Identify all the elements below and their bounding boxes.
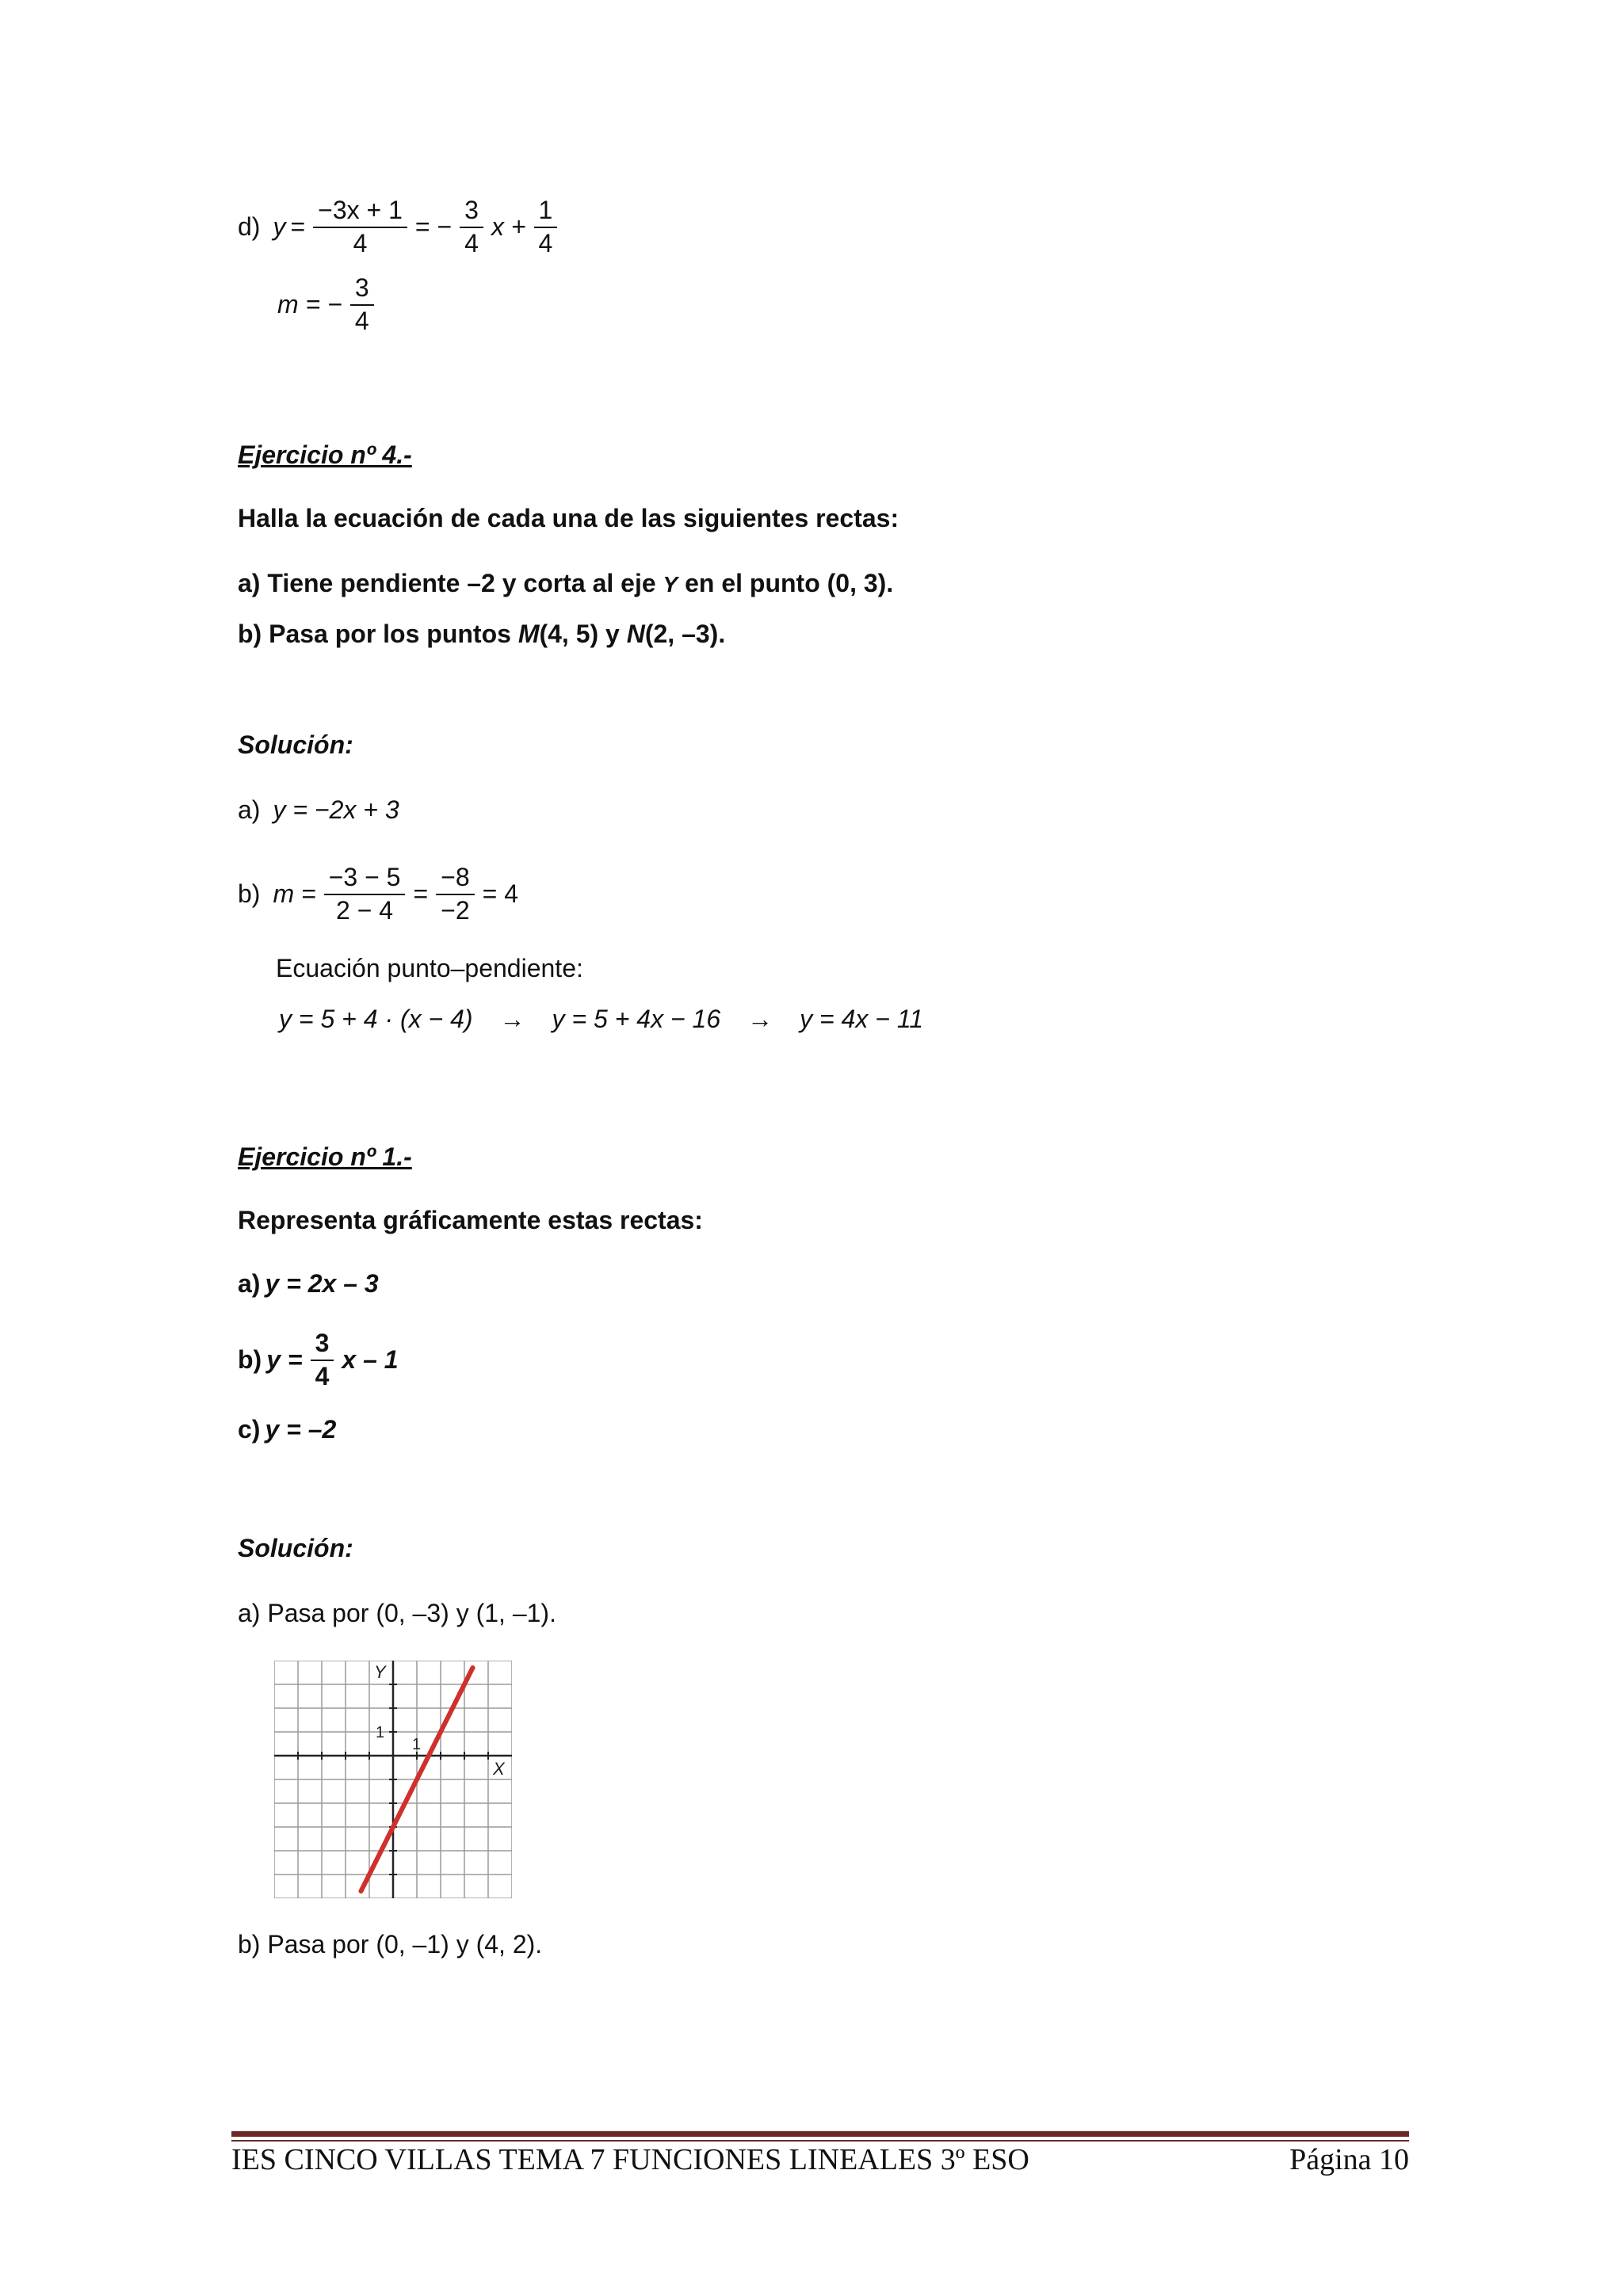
solution-1-heading: Solución: (238, 1534, 353, 1562)
fraction-numerator: −3x + 1 (313, 196, 407, 228)
point-slope-chain (279, 1005, 923, 1034)
exercise-1-b-label: b) (238, 1345, 262, 1375)
part-d-eq: = (290, 212, 306, 242)
exercise-1-b-y: y = (266, 1345, 303, 1375)
solution-1-b: b) Pasa por (0, –1) y (4, 2). (238, 1930, 543, 1958)
footer-rule-thick (231, 2131, 1409, 2137)
exercise-1-b (238, 1329, 399, 1391)
part-d-fraction-2 (460, 196, 483, 258)
solution-4-b-fraction-1 (324, 864, 406, 925)
item-a-prefix: a) Tiene pendiente –2 y corta al eje (238, 569, 663, 597)
solution-4-b-result: = 4 (482, 879, 518, 909)
solution-4-a-equation: y = −2x + 3 (273, 795, 399, 824)
chain-step-3: y = 4x − 11 (800, 1005, 924, 1033)
exercise-1-b-tail: x – 1 (342, 1345, 399, 1375)
line-graph (274, 1661, 512, 1898)
point-slope-label: Ecuación punto–pendiente: (276, 954, 583, 982)
exercise-1-c-label: c) (238, 1415, 261, 1444)
item-a-suffix: en el punto (0, 3). (678, 569, 894, 597)
fraction-numerator: 3 (460, 196, 483, 228)
item-b-mid: (4, 5) y (539, 620, 627, 648)
footer-rule-thin (231, 2140, 1409, 2142)
fraction-numerator: 3 (350, 274, 374, 306)
footer-page-number: Página 10 (1289, 2143, 1409, 2176)
part-d-y: y (273, 212, 286, 242)
solution-4-a (238, 795, 399, 825)
item-b-prefix: b) Pasa por los puntos (238, 620, 518, 648)
part-d-label: d) (238, 212, 261, 242)
fraction-numerator: 1 (534, 196, 558, 228)
chain-arrow-2: → (747, 1005, 773, 1033)
part-d-fraction-3 (534, 196, 558, 258)
solution-4-b-m: m = (273, 879, 316, 909)
fraction-denominator: 4 (538, 228, 553, 257)
exercise-1-statement: Representa gráficamente estas rectas: (238, 1206, 703, 1234)
x-tick-label: 1 (412, 1736, 422, 1753)
y-tick-label: 1 (376, 1724, 385, 1741)
chain-arrow-1: → (499, 1005, 525, 1033)
exercise-1-c-equation: y = –2 (265, 1415, 337, 1444)
part-d-fraction-1 (313, 196, 407, 258)
item-b-point-n: N (626, 620, 645, 648)
fraction-denominator: 4 (353, 228, 368, 257)
part-d-m: m = − (277, 290, 342, 319)
part-d-xplus: x + (491, 212, 526, 242)
solution-4-a-label: a) (238, 795, 261, 824)
item-b-point-m: M (517, 620, 540, 648)
fraction-denominator: 2 − 4 (336, 895, 394, 925)
solution-4-b-eq: = (413, 879, 429, 909)
y-axis-label: Y (374, 1662, 386, 1682)
part-d-eq2: = − (414, 212, 453, 242)
exercise-1-a (238, 1269, 379, 1299)
footer-left: IES CINCO VILLAS TEMA 7 FUNCIONES LINEALES 3º ESO (231, 2143, 1029, 2176)
fraction-denominator: 4 (464, 228, 479, 257)
part-d-equation (238, 196, 560, 258)
fraction-numerator: −8 (436, 864, 474, 895)
part-d-slope (277, 274, 377, 336)
fraction-denominator: 4 (354, 306, 369, 335)
fraction-numerator: 3 (311, 1329, 334, 1361)
exercise-4-item-b (238, 620, 725, 649)
solution-1-a: a) Pasa por (0, –3) y (1, –1). (238, 1599, 556, 1627)
solution-4-b-label: b) (238, 879, 261, 909)
chain-step-1: y = 5 + 4 · (x − 4) (279, 1005, 473, 1033)
chain-step-2: y = 5 + 4x − 16 (552, 1005, 721, 1033)
exercise-1-a-equation: y = 2x – 3 (265, 1269, 379, 1298)
fraction-denominator: −2 (441, 895, 470, 925)
solution-4-heading: Solución: (238, 730, 353, 759)
fraction-numerator: −3 − 5 (324, 864, 406, 895)
part-d-m-fraction (350, 274, 374, 336)
exercise-4-item-a (238, 569, 893, 598)
exercise-4-statement: Halla la ecuación de cada una de las siguientes rectas: (238, 504, 899, 532)
item-b-suffix: (2, –3). (644, 620, 726, 648)
fraction-denominator: 4 (315, 1361, 330, 1390)
x-axis-label: X (493, 1759, 505, 1779)
item-a-axis: Y (663, 572, 678, 597)
exercise-1-a-label: a) (238, 1269, 261, 1298)
exercise-1-heading: Ejercicio nº 1.- (238, 1142, 412, 1171)
exercise-1-b-fraction (311, 1329, 334, 1391)
solution-4-b-slope (238, 864, 518, 925)
exercise-4-heading: Ejercicio nº 4.- (238, 441, 412, 469)
solution-4-b-fraction-2 (436, 864, 474, 925)
exercise-1-c (238, 1415, 336, 1444)
